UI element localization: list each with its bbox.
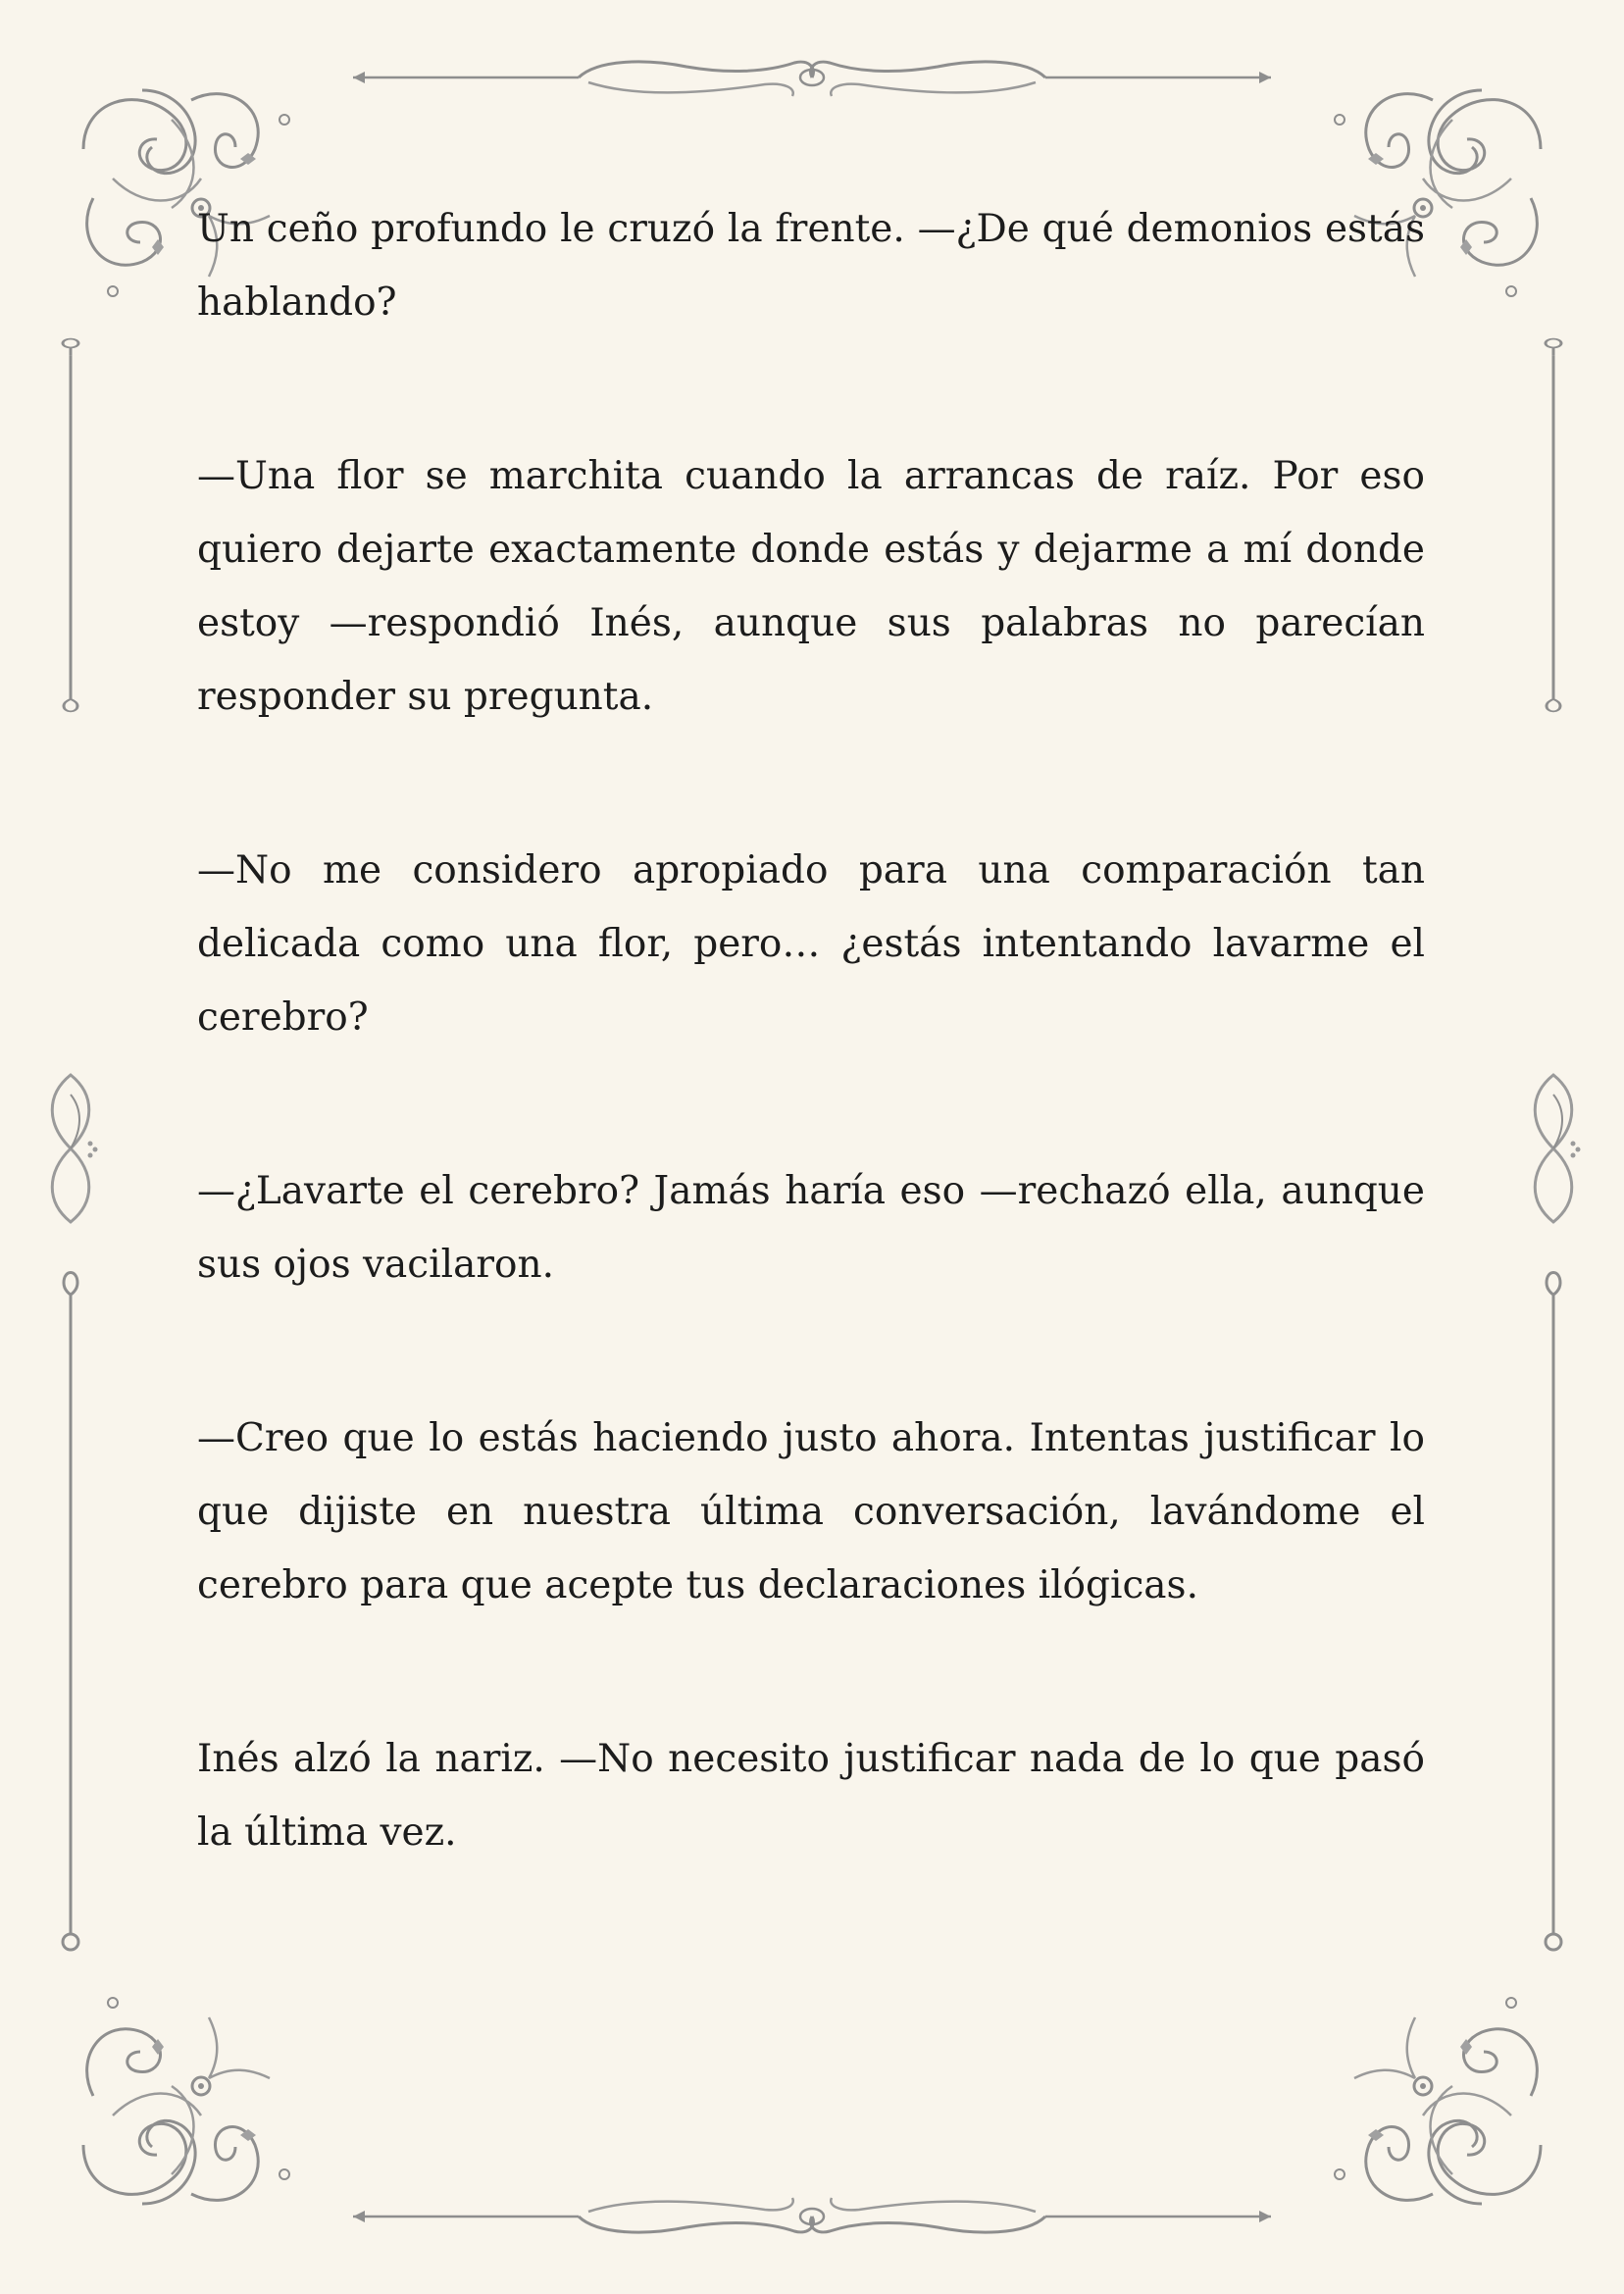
paragraph-5: —Creo que lo estás haciendo justo ahora. Intentas justificar lo que dijiste en nuestra última conversación, lavándome el cerebro para que acepte tus declaraciones ilógicas.: [197, 1416, 1425, 1607]
right-lower-rod: [1546, 1273, 1561, 1951]
right-upper-rod: [1546, 339, 1561, 712]
paragraph-6: Inés alzó la nariz. —No necesito justificar nada de lo que pasó la última vez.: [197, 1737, 1425, 1855]
right-knot-ornament: [1535, 1075, 1580, 1222]
paragraph-3: —No me considero apropiado para una comparación tan delicada como una flor, pero… ¿estás intentando lavarme el cerebro?: [197, 848, 1425, 1040]
paragraph-4: —¿Lavarte el cerebro? Jamás haría eso —rechazó ella, aunque sus ojos vacilaron.: [197, 1169, 1425, 1287]
bottom-border-flourish: [353, 2198, 1271, 2232]
left-upper-rod: [63, 339, 78, 712]
paragraph-1: Un ceño profundo le cruzó la frente. —¿De qué demonios estás hablando?: [197, 207, 1425, 325]
bottom-left-corner-flourish: [83, 1998, 289, 2204]
story-text: [197, 192, 1425, 1869]
left-knot-ornament: [52, 1075, 97, 1222]
top-border-flourish: [353, 62, 1271, 96]
bottom-right-corner-flourish: [1335, 1998, 1541, 2204]
paragraph-2: —Una flor se marchita cuando la arrancas de raíz. Por eso quiero dejarte exactamente donde estás y dejarme a mí donde estoy —respondió Inés, aunque sus palabras no parecían responder su pregunta.: [197, 454, 1425, 719]
left-lower-rod: [63, 1273, 78, 1951]
